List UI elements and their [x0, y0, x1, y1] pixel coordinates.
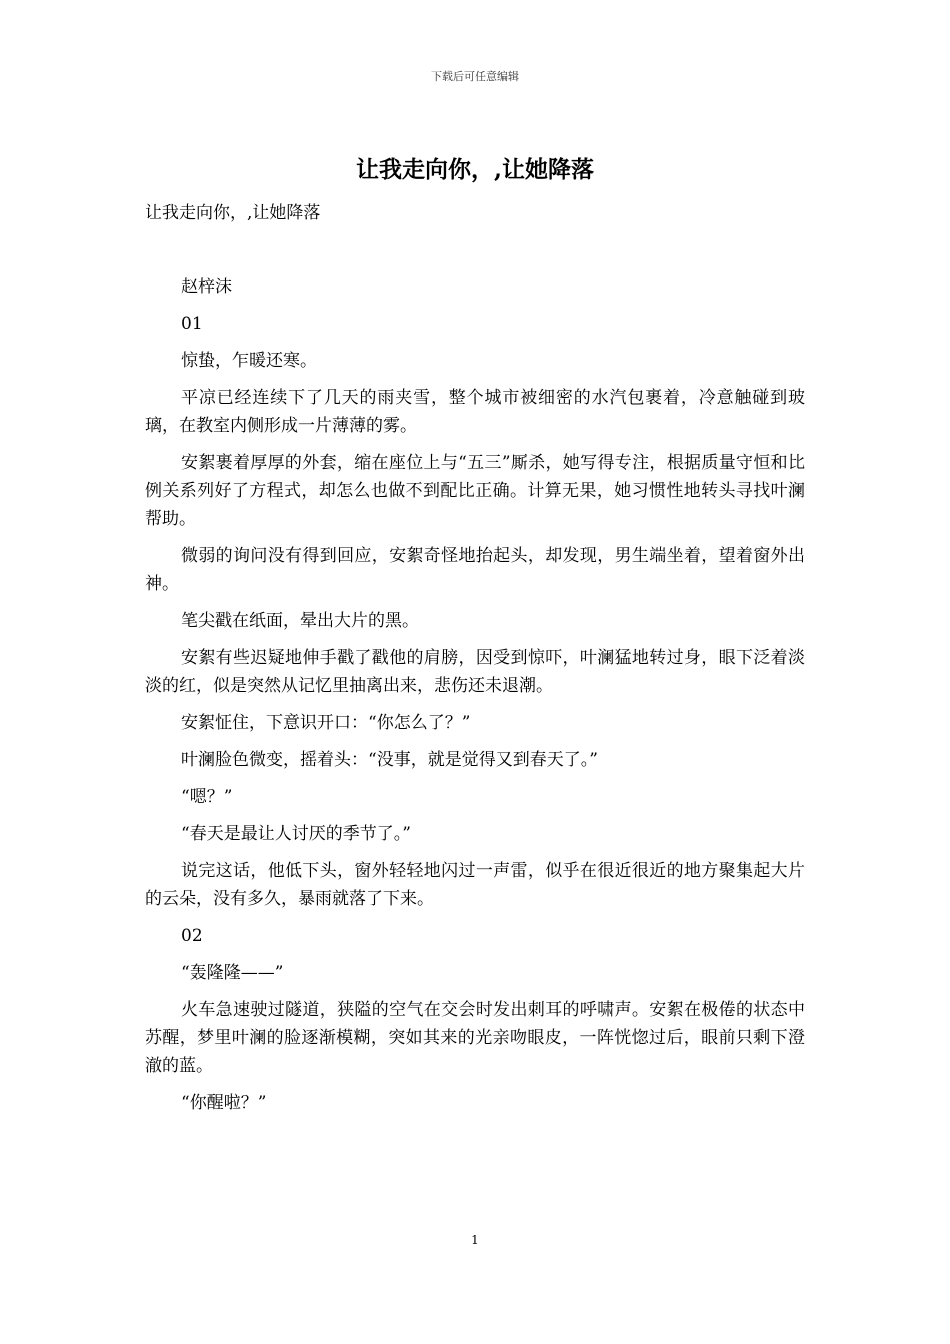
document-title: 让我走向你，,让她降落 — [355, 156, 594, 183]
document-body — [145, 273, 805, 1126]
paragraph: “轰隆隆——” — [181, 963, 284, 983]
paragraph: 安絮裹着厚厚的外套，缩在座位上与“五三”厮杀，她写得专注，根据质量守恒和比例关系列好了方程式，却怎么也做不到配比正确。计算无果，她习惯性地转头寻找叶澜帮助。 — [145, 453, 805, 529]
paragraph: 说完这话，他低下头，窗外轻轻地闪过一声雷，似乎在很近很近的地方聚集起大片的云朵，没有多久，暴雨就落了下来。 — [145, 861, 805, 909]
page-number: 1 — [471, 1233, 479, 1247]
paragraph: 安絮怔住，下意识开口：“你怎么了？” — [181, 713, 471, 733]
document-subtitle: 让我走向你，,让她降落 — [145, 203, 321, 223]
paragraph: 叶澜脸色微变，摇着头：“没事，就是觉得又到春天了。” — [181, 750, 598, 770]
section-number: 02 — [181, 926, 203, 946]
paragraph: “春天是最让人讨厌的季节了。” — [181, 824, 411, 844]
paragraph: “嗯？” — [181, 787, 233, 807]
paragraph: 平凉已经连续下了几天的雨夹雪，整个城市被细密的水汽包裹着，冷意触碰到玻璃，在教室内侧形成一片薄薄的雾。 — [145, 388, 805, 436]
header-note: 下载后可任意编辑 — [431, 70, 519, 83]
paragraph: “你醒啦？” — [181, 1093, 267, 1113]
paragraph: 安絮有些迟疑地伸手戳了戳他的肩膀，因受到惊吓，叶澜猛地转过身，眼下泛着淡淡的红，似是突然从记忆里抽离出来，悲伤还未退潮。 — [145, 648, 805, 696]
paragraph: 火车急速驶过隧道，狭隘的空气在交会时发出刺耳的呼啸声。安絮在极倦的状态中苏醒，梦里叶澜的脸逐渐模糊，突如其来的光亲吻眼皮，一阵恍惚过后，眼前只剩下澄澈的蓝。 — [145, 1000, 805, 1076]
paragraph: 微弱的询问没有得到回应，安絮奇怪地抬起头，却发现，男生端坐着，望着窗外出神。 — [145, 546, 805, 594]
paragraph: 惊蛰，乍暖还寒。 — [181, 351, 317, 371]
section-number: 01 — [181, 314, 203, 334]
paragraph: 笔尖戳在纸面，晕出大片的黑。 — [181, 611, 419, 631]
author-line: 赵梓沫 — [181, 277, 232, 297]
